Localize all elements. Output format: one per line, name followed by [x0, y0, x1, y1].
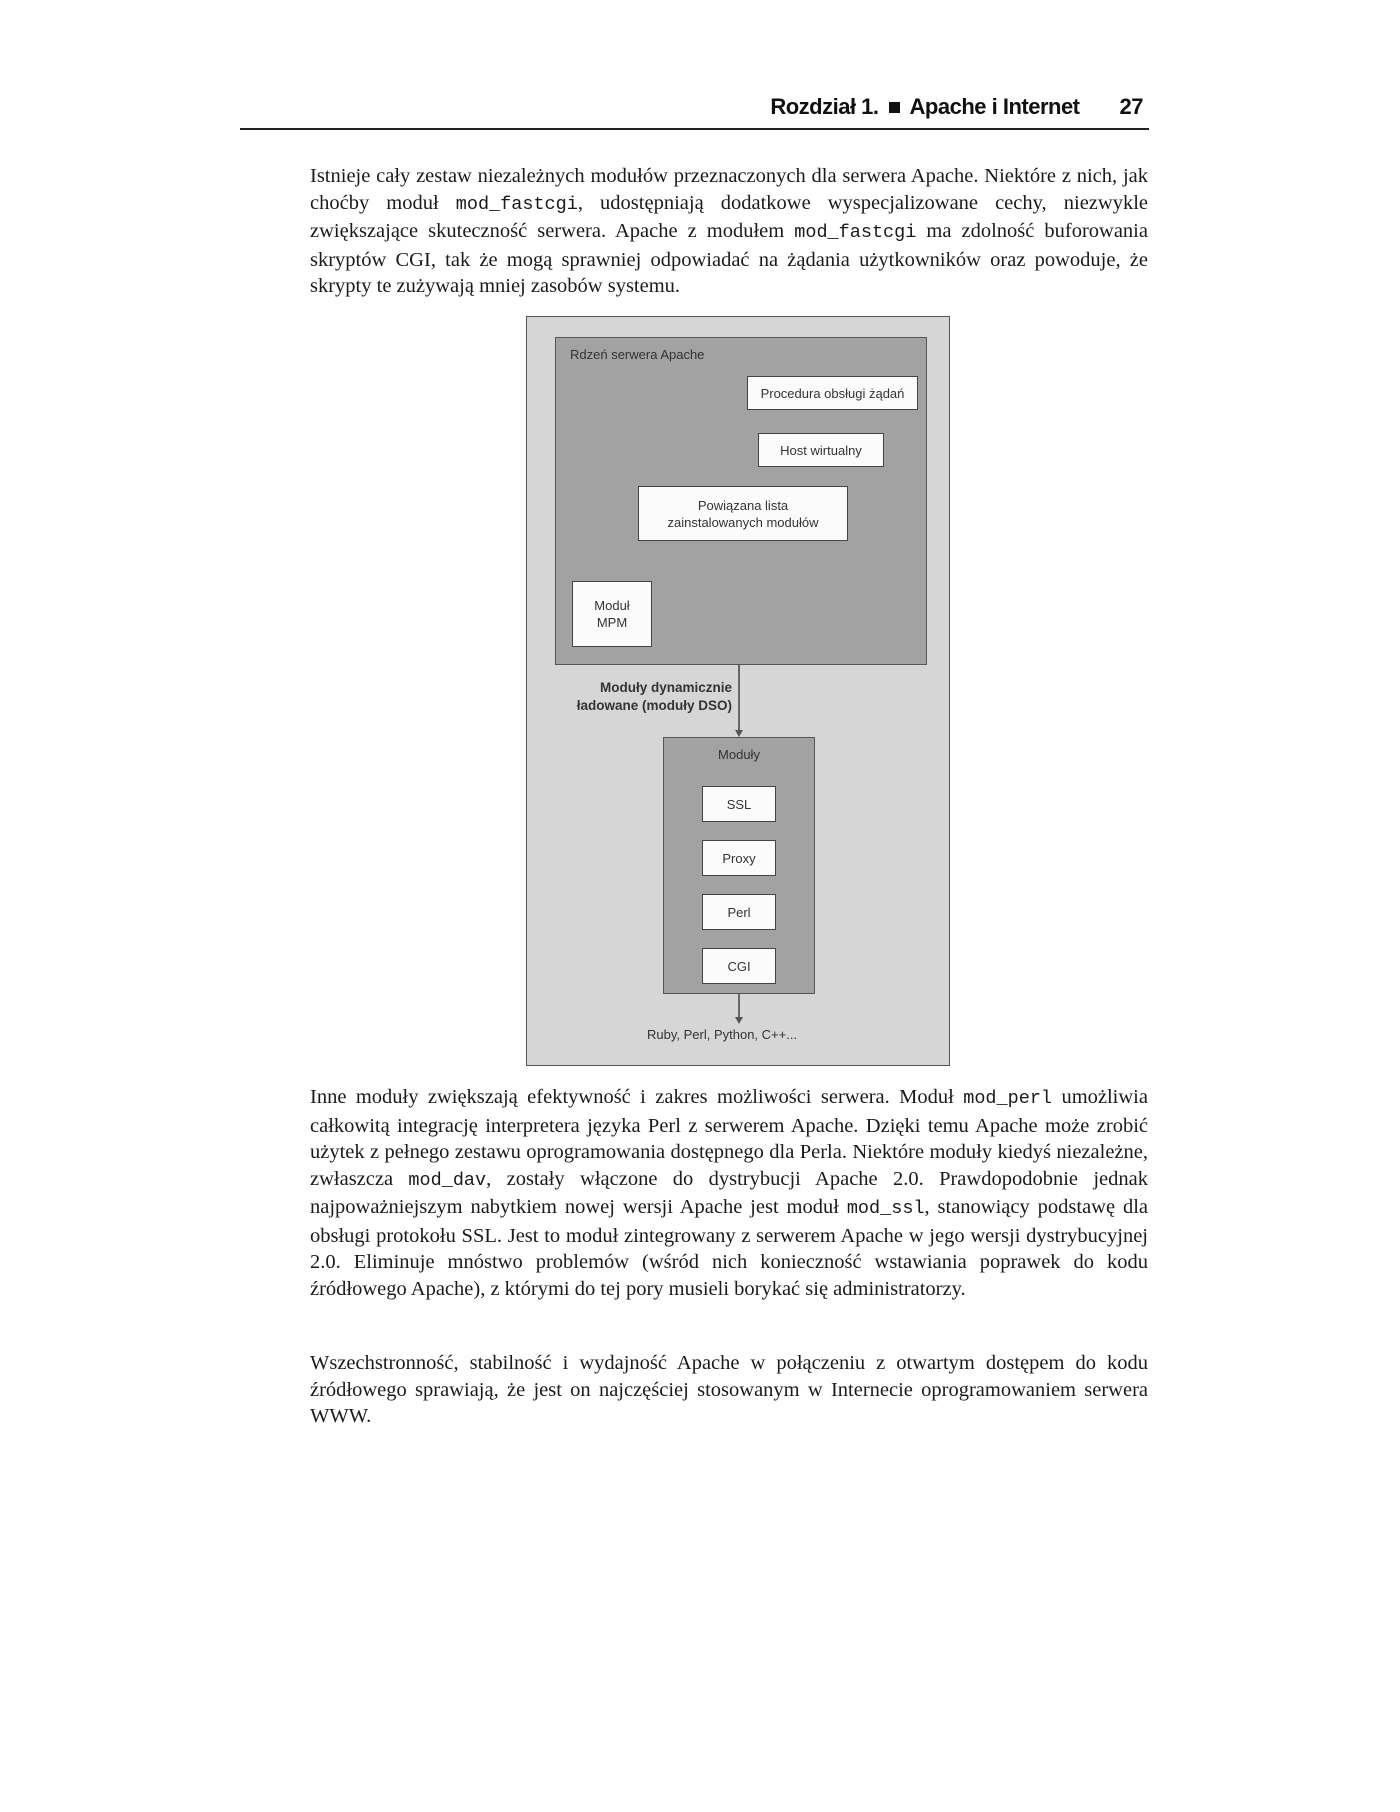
mpm-module-box: [572, 581, 652, 647]
core-title: Rdzeń serwera Apache: [570, 347, 705, 362]
square-bullet-icon: [889, 102, 900, 113]
text-run: , zostały włączone do dystrybucji Apache 2.0. Prawdopodobnie jednak najpoważniejszym nabytkiem nowej wersji Apache jest moduł: [310, 1167, 1148, 1218]
virtual-host-box: Host wirtualny: [758, 433, 884, 467]
dso-label: [537, 679, 732, 715]
text-run: umożliwia całkowitą integrację interpretera języka Perl z serwerem Apache. Dzięki temu Apache może zrobić użytek z pełnego zestawu oprogramowania dostępnego dla Perla. Niektóre moduły kiedyś niezależne, zwłaszcza: [310, 1086, 1148, 1190]
inline-code: mod_perl: [963, 1088, 1053, 1109]
inline-code: mod_fastcgi: [794, 222, 917, 243]
inline-code: mod_dav: [408, 1169, 487, 1191]
dso-label-line: Moduły dynamicznie: [599, 680, 732, 695]
languages-label: Ruby, Perl, Python, C++...: [647, 1027, 798, 1042]
request-handler-box: Procedura obsługi żądań: [747, 376, 918, 410]
inline-code: mod_fastcgi: [455, 193, 578, 215]
mpm-line: Moduł: [594, 598, 630, 613]
inline-code: mod_ssl: [846, 1198, 925, 1219]
chapter-title: Apache i Internet: [909, 94, 1080, 119]
connector-line: [738, 665, 740, 731]
module-item-ssl: SSL: [702, 786, 776, 822]
page-number: 27: [1119, 94, 1143, 119]
apache-architecture-diagram: [526, 316, 950, 1066]
module-item-proxy: Proxy: [702, 840, 776, 876]
module-list-line: Powiązana lista: [697, 497, 789, 513]
apache-core-box: [555, 337, 927, 665]
text-run: , stanowiący podstawę dla obsługi protokołu SSL. Jest to moduł zintegrowany z serwerem Apache w jego wersji dystrybucyjnej 2.0. Eliminuje mnóstwo problemów (wśród nich konieczność wstawiania poprawek do kodu źródłowego Apache), z którymi do tej pory musieli borykać się administratorzy.: [310, 1196, 1148, 1300]
text-run: Istnieje cały zestaw niezależnych modułów przeznaczonych dla serwera Apache. Niektóre z nich, jak choćby moduł: [310, 165, 1148, 214]
paragraph-1: [310, 163, 1148, 300]
page-header: [240, 94, 1149, 130]
text-run: ma zdolność buforowania skryptów CGI, tak że mogą sprawniej odpowiadać na żądania użytkowników oraz powoduje, że skrypty te zużywają mniej zasobów systemu.: [310, 220, 1148, 297]
module-item-cgi: CGI: [702, 948, 776, 984]
paragraph-2: [310, 1084, 1148, 1302]
running-head: [770, 94, 1143, 120]
dso-label-line: ładowane (moduły DSO): [576, 698, 732, 713]
arrow-down-icon: [735, 730, 743, 737]
text-run: Inne moduły zwiększają efektywność i zakres możliwości serwera. Moduł: [310, 1086, 964, 1108]
chapter-label: Rozdział 1.: [770, 94, 879, 119]
module-item-perl: Perl: [702, 894, 776, 930]
text-run: , udostępniają dodatkowe wyspecjalizowane cechy, niezwykle zwiększające skuteczność serwera. Apache z modułem: [310, 191, 1148, 242]
modules-title: Moduły: [718, 747, 760, 762]
module-list-box: [638, 486, 848, 541]
paragraph-3: Wszechstronność, stabilność i wydajność Apache w połączeniu z otwartym dostępem do kodu źródłowego sprawiają, że jest on najczęściej stosowanym w Internecie oprogramowaniem serwera WWW.: [310, 1352, 1148, 1427]
module-list-line: zainstalowanych modułów: [667, 514, 819, 530]
arrow-down-icon: [735, 1017, 743, 1024]
modules-box: [663, 737, 815, 994]
mpm-line: MPM: [596, 615, 628, 630]
connector-line: [738, 994, 740, 1018]
